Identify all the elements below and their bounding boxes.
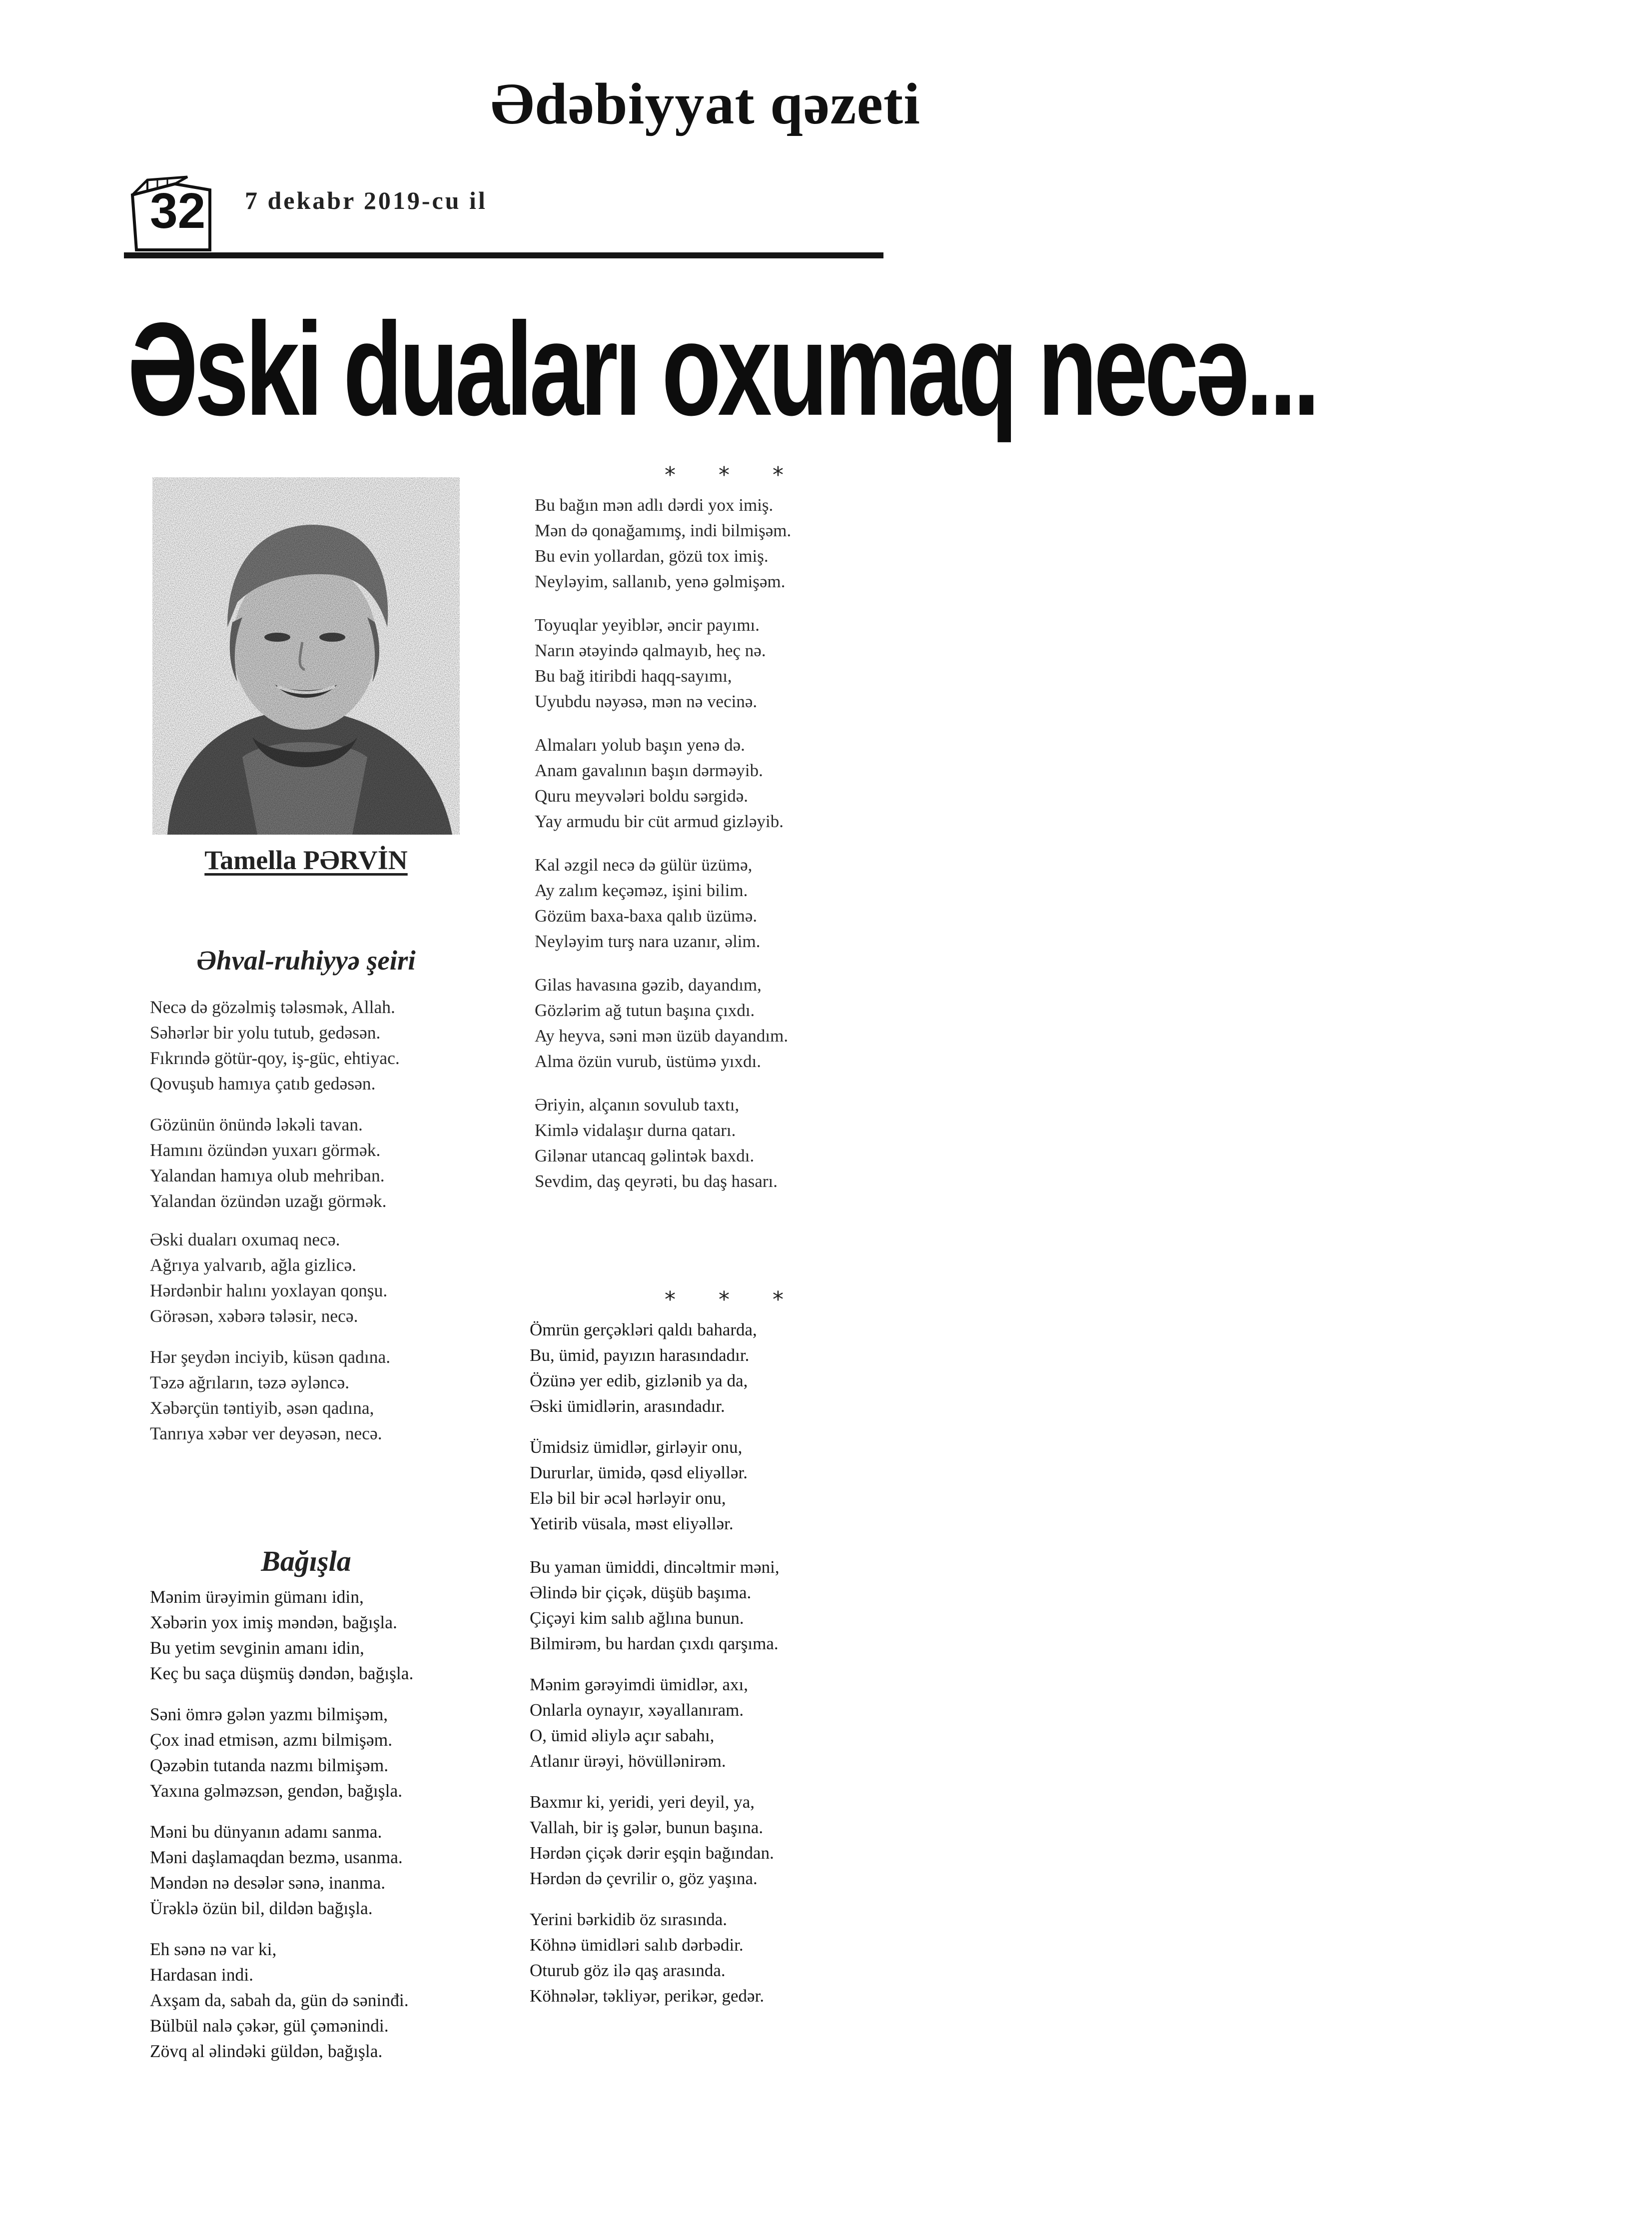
poem-line: Almaları yolub başın yenə də. xyxy=(535,735,745,755)
poem-line: Gözlərim ağ tutun başına çıxdı. xyxy=(535,1001,755,1020)
poem-line: Görəsən, xəbərə tələsir, necə. xyxy=(150,1306,358,1326)
poem-line: O, ümid əliylə açır sabahı, xyxy=(530,1726,715,1745)
poem-line: Bilmirəm, bu hardan çıxdı qarşıma. xyxy=(530,1634,779,1653)
poem-line: Bülbül nalə çəkər, gül çəmənindi. xyxy=(150,2016,389,2036)
poem-stanza xyxy=(535,852,761,954)
poem-stanza xyxy=(535,1092,778,1194)
poem-line: Çiçəyi kim salıb ağlına bunun. xyxy=(530,1608,744,1628)
poem-line: Bu evin yollardan, gözü tox imiş. xyxy=(535,546,769,566)
poem-stanza xyxy=(150,1702,402,1804)
poem-stanza xyxy=(150,1227,387,1329)
poem-line: Köhnələr, təkliyər, perikər, gedər. xyxy=(530,1986,765,2006)
poem-line: Əriyin, alçanın sovulub taxtı, xyxy=(535,1095,740,1114)
poem-line: Narın ətəyində qalmayıb, heç nə. xyxy=(535,641,766,660)
poem-line: Quru meyvələri boldu sərgidə. xyxy=(535,786,749,806)
poem-line: Anam gavalının başın dərməyib. xyxy=(535,761,763,780)
poem-stanza xyxy=(535,492,791,594)
poem-stanza xyxy=(535,612,766,714)
poem-line: Gözünün önündə ləkəli tavan. xyxy=(150,1114,363,1134)
poem-line: Özünə yer edib, gizlənib ya da, xyxy=(530,1371,748,1390)
poem-line: Bu bağ itiribdi haqq-sayımı, xyxy=(535,666,732,686)
page-number: 32 xyxy=(150,183,206,239)
poem-line: Onlarla oynayır, xəyallanıram. xyxy=(530,1700,744,1720)
poem-line: Hamını özündən yuxarı görmək. xyxy=(150,1140,381,1160)
poem-stanza xyxy=(150,1937,409,2064)
poem-stanza xyxy=(530,1317,757,1419)
stanza-separator: * * * xyxy=(665,1287,802,1312)
poem-line: Məni bu dünyanın adamı sanma. xyxy=(150,1822,382,1842)
author-name: Tamella PƏRVİN xyxy=(204,845,408,875)
poem-line: Zövq al əlindəki güldən, bağışla. xyxy=(150,2041,383,2061)
poem-line: Vallah, bir iş gələr, bunun başına. xyxy=(530,1818,764,1837)
stanza-separator: * * * xyxy=(665,462,802,488)
poem-line: Mən də qonağamımş, indi bilmişəm. xyxy=(535,521,792,540)
headline-text: Əski duaları oxumaq necə... xyxy=(127,295,1317,443)
poem-stanza xyxy=(150,995,400,1097)
poem-line: Yalandan hamıya olub mehriban. xyxy=(150,1165,385,1185)
newspaper-masthead: Ədəbiyyat qəzeti xyxy=(490,71,920,136)
poem-line: Toyuqlar yeyiblər, əncir payımı. xyxy=(535,615,760,635)
poem-stanza xyxy=(150,1112,387,1214)
poem-line: Qovuşub hamıya çatıb gedəsən. xyxy=(150,1074,376,1094)
poem-line: Köhnə ümidləri salıb dərbədir. xyxy=(530,1935,744,1955)
poem-line: Səni ömrə gələn yazmı bilmişəm, xyxy=(150,1704,388,1724)
poem-line: Xəbərçün təntiyib, əsən qadına, xyxy=(150,1398,374,1418)
poem-line: Qəzəbin tutanda nazmı bilmişəm. xyxy=(150,1755,389,1775)
poem-stanza xyxy=(150,1584,413,1686)
poem-line: Məndən nə desələr sənə, inanma. xyxy=(150,1873,386,1893)
poem-line: Bu, ümid, payızın harasındadır. xyxy=(530,1345,750,1365)
poem-line: Gilas havasına gəzib, dayandım, xyxy=(535,975,762,995)
poem-line: Tanrıya xəbər ver deyəsən, necə. xyxy=(150,1423,382,1443)
poem-title: Əhval-ruhiyyə şeiri xyxy=(196,945,416,976)
poem-line: Yerini bərkidib öz sırasında. xyxy=(530,1910,727,1929)
poem-line: Bu yaman ümiddi, dincəltmir məni, xyxy=(530,1557,780,1577)
poem-line: Necə də gözəlmiş tələsmək, Allah. xyxy=(150,997,395,1017)
poem-line: Hər şeydən inciyib, küsən qadına. xyxy=(150,1347,391,1367)
poem-title: Bağışla xyxy=(261,1545,351,1577)
poem-line: Ürəklə özün bil, dildən bağışla. xyxy=(150,1898,373,1918)
poem-line: Gözüm baxa-baxa qalıb üzümə. xyxy=(535,906,758,926)
poem-line: Ağrıya yalvarıb, ağla gizlicə. xyxy=(150,1255,356,1275)
poem-stanza xyxy=(150,1344,390,1446)
poem-line: Alma özün vurub, üstümə yıxdı. xyxy=(535,1052,762,1071)
poem-line: Mənim gərəyimdi ümidlər, axı, xyxy=(530,1675,748,1694)
poem-line: Sevdim, daş qeyrəti, bu daş hasarı. xyxy=(535,1171,778,1191)
poem-line: Təzə ağrıların, təzə əyləncə. xyxy=(150,1372,350,1392)
poem-line: Məni daşlamaqdan bezmə, usanma. xyxy=(150,1847,403,1867)
poem-line: Bu bağın mən adlı dərdi yox imiş. xyxy=(535,495,774,515)
poem-stanza xyxy=(530,1554,780,1656)
poem-line: Kal əzgil necə də gülür üzümə, xyxy=(535,855,753,875)
poem-line: Xəbərin yox imiş məndən, bağışla. xyxy=(150,1612,397,1632)
poem-line: Keç bu saça düşmüş dəndən, bağışla. xyxy=(150,1663,414,1683)
poem-line: Kimlə vidalaşır durna qatarı. xyxy=(535,1120,736,1140)
poem-line: Dururlar, ümidə, qəsd eliyəllər. xyxy=(530,1463,748,1482)
poem-line: Gilənar utancaq gəlintək baxdı. xyxy=(535,1146,755,1165)
poem-line: Yetirib vüsala, məst eliyəllər. xyxy=(530,1514,734,1533)
poem-line: Yalandan özündən uzağı görmək. xyxy=(150,1191,387,1211)
poem-line: Səhərlər bir yolu tutub, gedəsən. xyxy=(150,1023,381,1043)
poem-line: Yay armudu bir cüt armud gizləyib. xyxy=(535,812,784,831)
poem-line: Mənim ürəyimin gümanı idin, xyxy=(150,1587,364,1607)
poem-line: Hardasan indi. xyxy=(150,1965,254,1985)
poem-stanza xyxy=(150,1819,403,1921)
issue-date: 7 dekabr 2019-cu il xyxy=(245,186,487,214)
poem-line: Elə bil bir əcəl hərləyir onu, xyxy=(530,1488,726,1508)
poem-line: Əski ümidlərin, arasındadır. xyxy=(530,1396,725,1416)
poem-line: Oturub göz ilə qaş arasında. xyxy=(530,1961,726,1980)
poem-line: Əlində bir çiçək, düşüb başıma. xyxy=(530,1583,752,1602)
poem-line: Ay zalım keçəməz, işini bilim. xyxy=(535,881,748,900)
poem-line: Yaxına gəlməzsən, gendən, bağışla. xyxy=(150,1781,403,1801)
poem-line: Bu yetim sevginin amanı idin, xyxy=(150,1638,364,1658)
author-photo xyxy=(152,477,460,835)
headline xyxy=(127,292,1317,443)
poem-stanza xyxy=(530,1907,764,2009)
poem-line: Neyləyim, sallanıb, yenə gəlmişəm. xyxy=(535,572,786,591)
poem-line: Ümidsiz ümidlər, girləyir onu, xyxy=(530,1437,743,1457)
poem-line: Eh sənə nə var ki, xyxy=(150,1939,277,1959)
poem-line: Uyubdu nəyəsə, mən nə vecinə. xyxy=(535,692,758,711)
poem-line: Ay heyva, səni mən üzüb dayandım. xyxy=(535,1026,789,1046)
poem-line: Əski duaları oxumaq necə. xyxy=(150,1229,340,1249)
poem-line: Baxmır ki, yeridi, yeri deyil, ya, xyxy=(530,1792,755,1812)
poem-stanza xyxy=(530,1434,748,1536)
poem-line: Çox inad etmisən, azmı bilmişəm. xyxy=(150,1730,393,1750)
poem-line: Hərdən də çevrilir o, göz yaşına. xyxy=(530,1869,758,1888)
poem-line: Hərdən çiçək dərir eşqin bağından. xyxy=(530,1843,774,1863)
poem-stanza xyxy=(535,972,788,1074)
poem-stanza xyxy=(535,732,784,834)
poem-stanza xyxy=(530,1789,774,1891)
poem-line: Axşam da, sabah da, gün də səninđi. xyxy=(150,1990,409,2010)
poem-line: Fıkrındə götür-qoy, iş-güc, ehtiyac. xyxy=(150,1048,400,1068)
poem-stanza xyxy=(530,1672,748,1774)
poem-line: Neyləyim turş nara uzanır, əlim. xyxy=(535,932,761,951)
poem-line: Ömrün gerçəkləri qaldı baharda, xyxy=(530,1320,757,1339)
header-divider xyxy=(124,252,883,258)
poem-line: Atlanır ürəyi, hövüllənirəm. xyxy=(530,1751,726,1771)
poem-line: Hərdənbir halını yoxlayan qonşu. xyxy=(150,1280,388,1300)
